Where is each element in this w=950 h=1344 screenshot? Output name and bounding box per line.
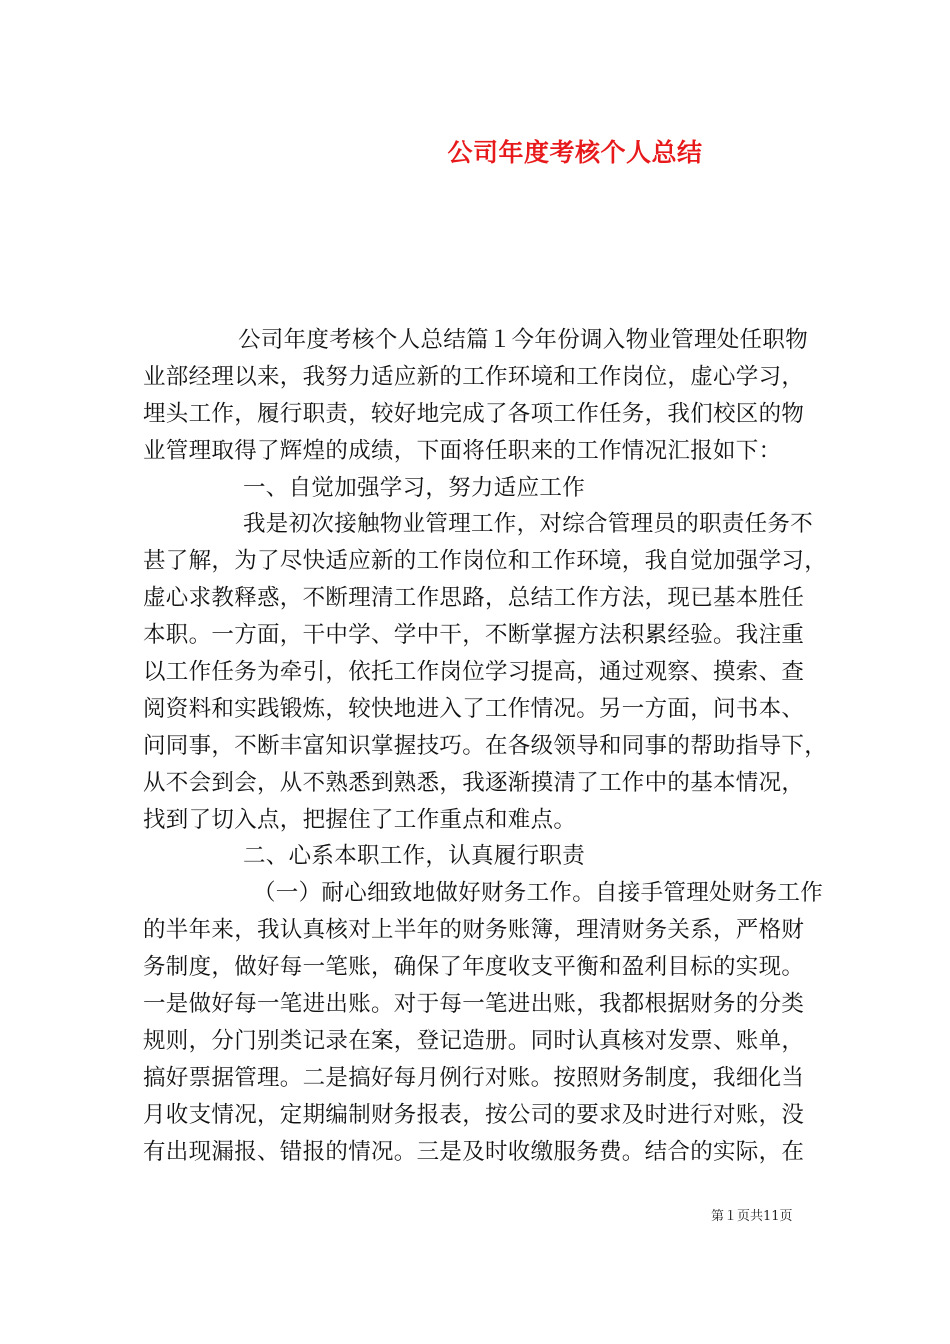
text-line: 埋头工作，履行职责，较好地完成了各项工作任务，我们校区的物 [143,400,805,427]
text-line: 业管理取得了辉煌的成绩，下面将任职来的工作情况汇报如下： [143,437,782,464]
text-line: 找到了切入点，把握住了工作重点和难点。 [143,806,577,833]
document-title: 公司年度考核个人总结 [447,138,703,167]
text-line: 的半年来，我认真核对上半年的财务账簿，理清财务关系，严格财 [143,917,805,944]
text-line: 公司年度考核个人总结篇１今年份调入物业管理处任职物 [238,327,809,353]
text-line: 我是初次接触物业管理工作，对综合管理员的职责任务不 [243,511,814,538]
text-line: 阅资料和实践锻炼，较快地进入了工作情况。另一方面，问书本、 [143,695,805,722]
text-line: 以工作任务为牵引，依托工作岗位学习提高，通过观察、摸索、查 [143,659,805,686]
text-line: 本职。一方面，干中学、学中干，不断掌握方法积累经验。我注重 [143,622,805,649]
text-line: （一）耐心细致地做好财务工作。自接手管理处财务工作 [253,880,824,907]
text-line: 一是做好每一笔进出账。对于每一笔进出账，我都根据财务的分类 [143,991,805,1018]
text-line: 规则，分门别类记录在案，登记造册。同时认真核对发票、账单， [143,1027,805,1054]
text-line: 甚了解，为了尽快适应新的工作岗位和工作环境，我自觉加强学习， [143,548,828,575]
text-line: 问同事，不断丰富知识掌握技巧。在各级领导和同事的帮助指导下， [143,732,828,759]
text-line: 搞好票据管理。二是搞好每月例行对账。按照财务制度，我细化当 [143,1064,805,1091]
document-body [143,322,828,1170]
section-heading-2: 二、心系本职工作，认真履行职责 [243,843,586,870]
page-number: 第１页共11页 [711,1209,793,1224]
text-line: 虚心求教释惑，不断理清工作思路，总结工作方法，现已基本胜任 [143,585,805,612]
text-line: 务制度，做好每一笔账，确保了年度收支平衡和盈利目标的实现。 [143,954,805,981]
text-line: 从不会到会，从不熟悉到熟悉，我逐渐摸清了工作中的基本情况， [143,769,805,796]
text-line: 月收支情况，定期编制财务报表，按公司的要求及时进行对账，没 [143,1101,805,1128]
section-heading-1: 一、自觉加强学习，努力适应工作 [243,474,586,501]
text-line: 有出现漏报、错报的情况。三是及时收缴服务费。结合的实际，在 [143,1138,805,1165]
text-line: 业部经理以来，我努力适应新的工作环境和工作岗位，虚心学习， [143,363,805,390]
